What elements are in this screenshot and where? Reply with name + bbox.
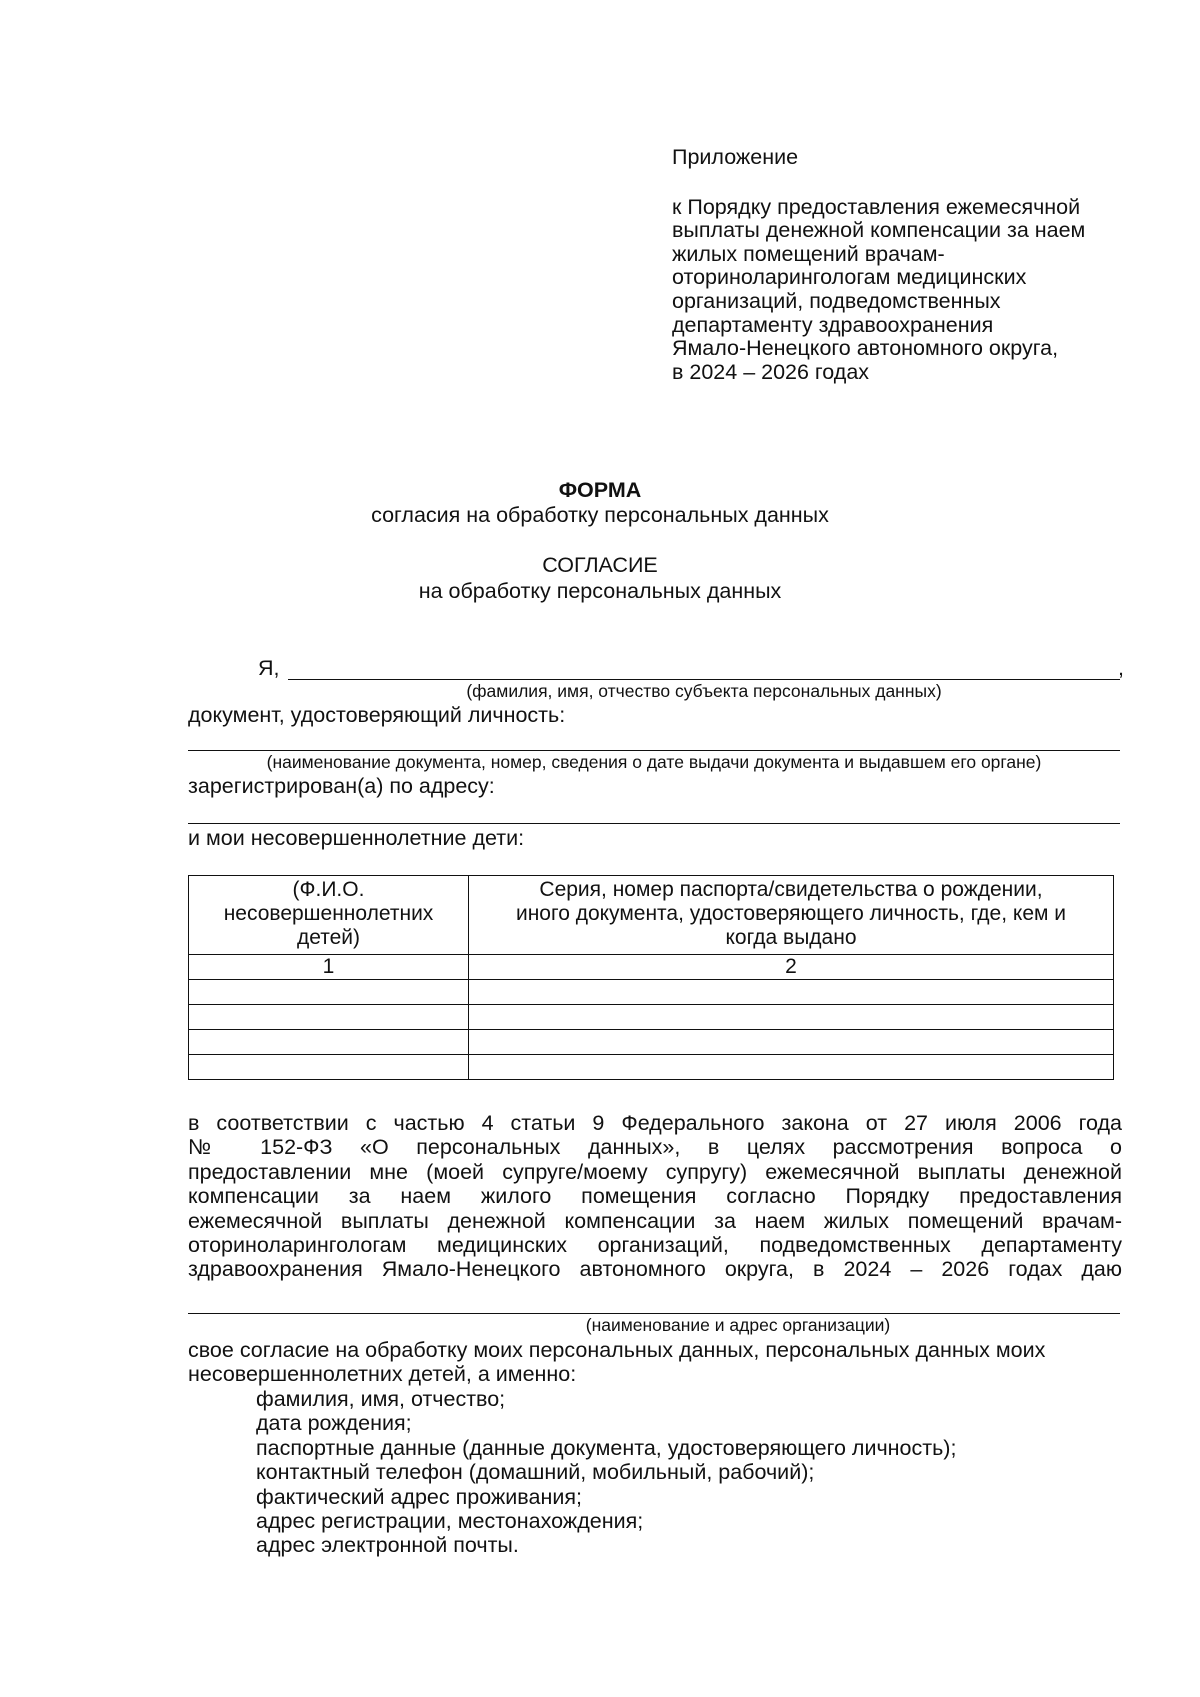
address-label: зарегистрирован(а) по адресу: bbox=[188, 774, 495, 798]
table-row bbox=[189, 980, 1114, 1005]
consent-subtitle: на обработку персональных данных bbox=[418, 579, 782, 603]
list-item: паспортные данные (данные документа, удостоверяющего личность); bbox=[256, 1435, 957, 1460]
name-field-line[interactable] bbox=[288, 679, 1120, 680]
list-item: фактический адрес проживания; bbox=[256, 1484, 582, 1509]
list-item: контактный телефон (домашний, мобильный, рабочий); bbox=[256, 1460, 815, 1485]
organization-field-line[interactable] bbox=[188, 1313, 1120, 1314]
children-label: и мои несовершеннолетние дети: bbox=[188, 826, 525, 850]
table-row bbox=[189, 1055, 1114, 1080]
table-row bbox=[189, 1030, 1114, 1055]
list-item: адрес электронной почты. bbox=[256, 1533, 519, 1558]
organization-caption: (наименование и адрес организации) bbox=[585, 1315, 891, 1335]
table-header-row bbox=[189, 876, 1114, 955]
appendix-line: жилых помещений врачам- bbox=[672, 241, 945, 266]
appendix-line: департаменту здравоохранения bbox=[672, 312, 994, 337]
appendix-line: оториноларингологам медицинских bbox=[672, 265, 1027, 290]
appendix-line: организаций, подведомственных bbox=[672, 288, 1001, 313]
i-label: Я, bbox=[258, 656, 280, 680]
list-item: фамилия, имя, отчество; bbox=[256, 1387, 506, 1411]
table-cell[interactable] bbox=[469, 980, 1114, 1005]
document-label: документ, удостоверяющий личность: bbox=[188, 703, 566, 727]
form-subtitle: согласия на обработку персональных данных bbox=[371, 503, 829, 527]
appendix-line: к Порядку предоставления ежемесячной bbox=[672, 194, 1081, 219]
document-field-line[interactable] bbox=[188, 750, 1120, 751]
paragraph-line: в соответствии с частью 4 статьи 9 Федерального закона от 27 июля 2006 года bbox=[188, 1111, 1122, 1135]
column-number: 2 bbox=[469, 955, 1114, 980]
column-number: 1 bbox=[189, 955, 469, 980]
name-field-comma: , bbox=[1118, 656, 1124, 680]
appendix-heading: Приложение bbox=[672, 145, 799, 169]
appendix-block bbox=[672, 146, 1132, 384]
address-field-line[interactable] bbox=[188, 823, 1120, 824]
table-cell[interactable] bbox=[189, 1055, 469, 1080]
paragraph-line: предоставлении мне (моей супруге/моему супругу) ежемесячной выплаты денежной bbox=[188, 1159, 1122, 1184]
table-header-name: (Ф.И.О. несовершеннолетних детей) bbox=[189, 876, 469, 955]
table-number-row bbox=[189, 955, 1114, 980]
consent-title: СОГЛАСИЕ bbox=[542, 553, 658, 577]
table-header-document: Серия, номер паспорта/свидетельства о рождении, иного документа, удостоверяющего личность, где, кем и когда выдано bbox=[469, 876, 1114, 955]
children-table bbox=[188, 875, 1114, 1080]
list-item: дата рождения; bbox=[256, 1411, 412, 1436]
consent-statement bbox=[188, 1338, 1045, 1387]
table-cell[interactable] bbox=[189, 980, 469, 1005]
personal-data-list bbox=[256, 1387, 956, 1558]
table-cell[interactable] bbox=[189, 1005, 469, 1030]
appendix-line: выплаты денежной компенсации за наем bbox=[672, 218, 1086, 243]
paragraph-line: компенсации за наем жилого помещения согласно Порядку предоставления bbox=[188, 1184, 1122, 1209]
name-caption: (фамилия, имя, отчество субъекта персональных данных) bbox=[466, 681, 942, 701]
table-cell[interactable] bbox=[189, 1030, 469, 1055]
form-title: ФОРМА bbox=[558, 478, 642, 502]
table-row bbox=[189, 1005, 1114, 1030]
consent-body-paragraph bbox=[188, 1111, 1122, 1282]
document-caption: (наименование документа, номер, сведения о дате выдачи документа и выдавшем его органе) bbox=[266, 752, 1042, 772]
paragraph-line: оториноларингологам медицинских организаций, подведомственных департаменту bbox=[188, 1232, 1122, 1257]
table-cell[interactable] bbox=[469, 1055, 1114, 1080]
consent-line: свое согласие на обработку моих персональных данных, персональных данных моих bbox=[188, 1338, 1046, 1362]
consent-line: несовершеннолетних детей, а именно: bbox=[188, 1362, 577, 1387]
list-item: адрес регистрации, местонахождения; bbox=[256, 1509, 644, 1534]
table-cell[interactable] bbox=[469, 1005, 1114, 1030]
paragraph-line: здравоохранения Ямало-Ненецкого автономного округа, в 2024 – 2026 годах даю bbox=[188, 1257, 1122, 1282]
appendix-line: в 2024 – 2026 годах bbox=[672, 359, 870, 384]
paragraph-line: № 152-ФЗ «О персональных данных», в целях рассмотрения вопроса о bbox=[188, 1135, 1122, 1160]
table-cell[interactable] bbox=[469, 1030, 1114, 1055]
paragraph-line: ежемесячной выплаты денежной компенсации за наем жилых помещений врачам- bbox=[188, 1208, 1122, 1233]
appendix-line: Ямало-Ненецкого автономного округа, bbox=[672, 336, 1059, 361]
